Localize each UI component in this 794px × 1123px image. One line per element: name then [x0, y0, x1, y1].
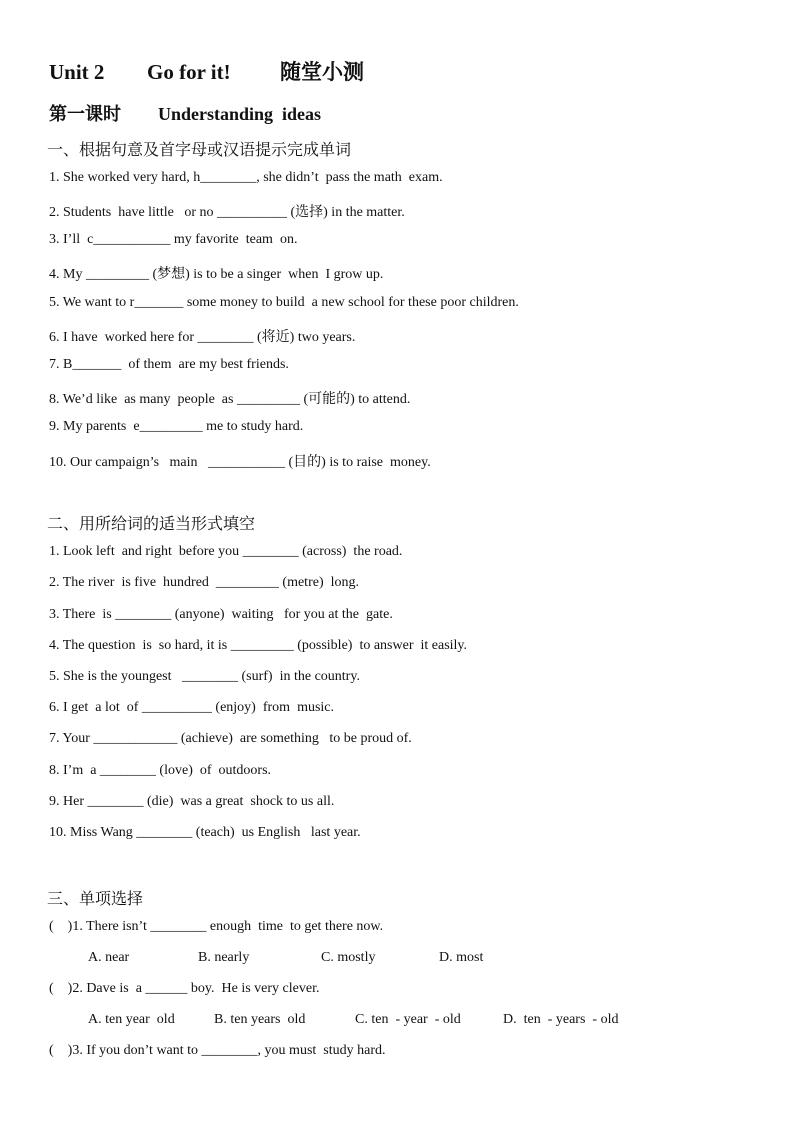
option-c: C. mostly [321, 950, 376, 965]
section2-item: 8. I’m a ________ (love) of outdoors. [49, 763, 272, 778]
question-2: ( )2. Dave is a ______ boy. He is very clever. [49, 981, 320, 996]
section1-item: 7. B_______ of them are my best friends. [49, 357, 289, 372]
section1-item: 6. I have worked here for ________ (将近) two years. [49, 330, 356, 345]
section1-item: 9. My parents e_________ me to study hard. [49, 419, 304, 434]
page-title [49, 56, 364, 86]
option-c: C. ten - year - old [355, 1012, 461, 1027]
section2-item: 1. Look left and right before you ________ (across) the road. [49, 544, 403, 559]
option-a: A. ten year old [88, 1012, 175, 1027]
section1-item: 8. We’d like as many people as _________ (可能的) to attend. [49, 392, 411, 407]
section2-item: 2. The river is five hundred _________ (metre) long. [49, 575, 360, 590]
section1-item: 2. Students have little or no __________ (选择) in the matter. [49, 205, 405, 220]
section2-item: 3. There is ________ (anyone) waiting for you at the gate. [49, 607, 393, 622]
question-3: ( )3. If you don’t want to ________, you must study hard. [49, 1043, 386, 1058]
lesson-topic: Understanding ideas [158, 104, 322, 124]
section2-heading: 二、用所给词的适当形式填空 [47, 514, 256, 533]
section1-item: 5. We want to r_______ some money to build a new school for these poor children. [49, 295, 519, 310]
section1-item: 4. My _________ (梦想) is to be a singer when I grow up. [49, 267, 384, 282]
section3-heading: 三、单项选择 [47, 889, 144, 908]
title-cn: 随堂小测 [280, 60, 364, 84]
section1-heading: 一、根据句意及首字母或汉语提示完成单词 [47, 140, 352, 159]
section2-item: 4. The question is so hard, it is _________ (possible) to answer it easily. [49, 638, 468, 653]
lesson-subtitle [49, 100, 321, 126]
option-b: B. ten years old [214, 1012, 306, 1027]
question-1: ( )1. There isn’t ________ enough time to get there now. [49, 919, 384, 934]
option-b: B. nearly [198, 950, 250, 965]
section2-item: 7. Your ____________ (achieve) are something to be proud of. [49, 731, 412, 746]
section2-item: 5. She is the youngest ________ (surf) in the country. [49, 669, 360, 684]
section1-item: 1. She worked very hard, h________, she didn’t pass the math exam. [49, 170, 443, 185]
section2-item: 6. I get a lot of __________ (enjoy) from music. [49, 700, 335, 715]
title-unit: Unit 2 [49, 60, 105, 84]
section1-item: 10. Our campaign’s main ___________ (目的) is to raise money. [49, 455, 431, 470]
title-name: Go for it! [147, 60, 231, 84]
option-d: D. most [439, 950, 484, 965]
option-a: A. near [88, 950, 130, 965]
section2-item: 9. Her ________ (die) was a great shock to us all. [49, 794, 335, 809]
section1-item: 3. I’ll c___________ my favorite team on. [49, 232, 298, 247]
section2-item: 10. Miss Wang ________ (teach) us English last year. [49, 825, 361, 840]
option-d: D. ten - years - old [503, 1012, 619, 1027]
lesson-label: 第一课时 [49, 104, 121, 125]
